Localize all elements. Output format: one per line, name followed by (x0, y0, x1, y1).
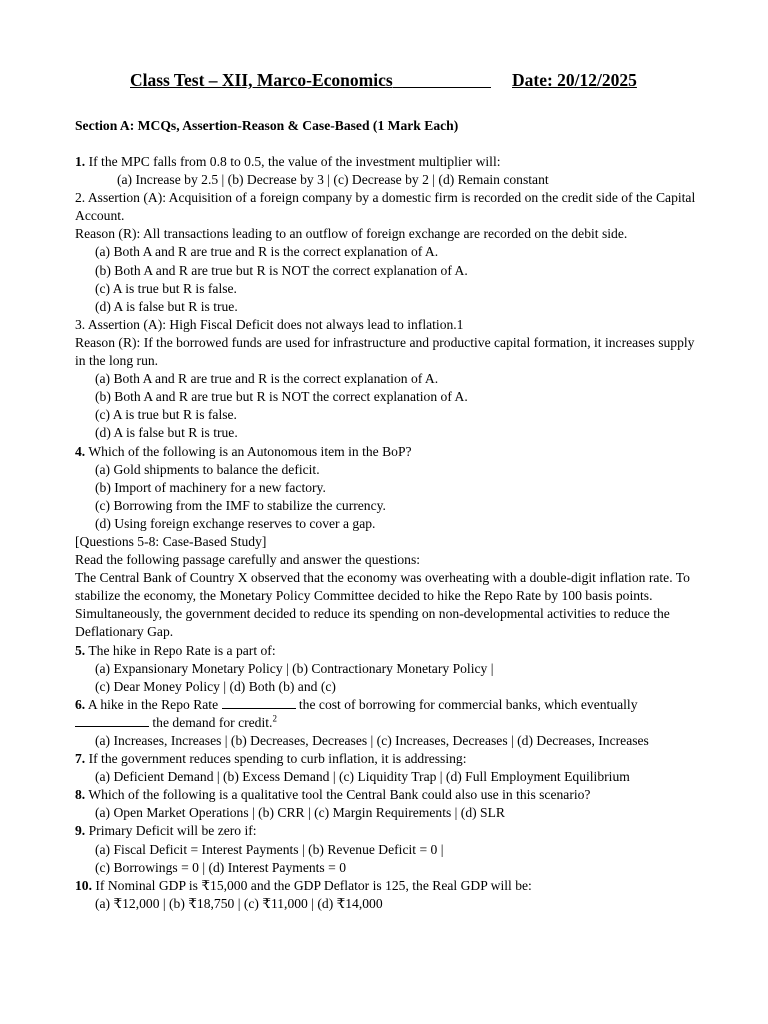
question-3-reason: Reason (R): If the borrowed funds are used for infrastructure and productive capital formation, it increases supply in the long run. (75, 334, 695, 369)
question-4-option-d: (d) Using foreign exchange reserves to cover a gap. (95, 515, 376, 531)
question-2-option-b: (b) Both A and R are true but R is NOT the correct explanation of A. (95, 262, 468, 278)
question-9-options-line-2: (c) Borrowings = 0 | (d) Interest Payments = 0 (95, 859, 346, 875)
title-underline-gap (393, 70, 491, 88)
question-8 (75, 786, 700, 804)
question-number: 6. (75, 696, 86, 712)
question-7 (75, 750, 700, 768)
case-study-instruction: Read the following passage carefully and answer the questions: (75, 552, 421, 568)
question-10 (75, 877, 700, 895)
test-date: Date: 20/12/2025 (512, 70, 637, 90)
section-a-title: Section A: MCQs, Assertion-Reason & Case-Based (1 Mark Each) (75, 118, 459, 133)
question-number: 10. (75, 877, 92, 893)
question-3-option-a: (a) Both A and R are true and R is the correct explanation of A. (95, 371, 439, 387)
question-4-option-b: (b) Import of machinery for a new factory. (95, 479, 326, 495)
fill-in-blank-1 (222, 696, 296, 709)
question-number: 9. (75, 823, 86, 839)
question-text: Primary Deficit will be zero if: (85, 823, 257, 839)
question-2-option-d: (d) A is false but R is true. (95, 298, 238, 314)
questions-body (75, 153, 700, 913)
question-text: Which of the following is an Autonomous item in the BoP? (85, 443, 412, 459)
question-2-reason: Reason (R): All transactions leading to an outflow of foreign exchange are recorded on the debit side. (75, 226, 628, 242)
test-title: Class Test – XII, Marco-Economics (130, 70, 491, 91)
question-5-options-line-2: (c) Dear Money Policy | (d) Both (b) and (c) (95, 678, 336, 694)
test-header (75, 70, 700, 94)
question-text: The hike in Repo Rate is a part of: (85, 642, 276, 658)
case-study-heading: [Questions 5-8: Case-Based Study] (75, 533, 267, 549)
question-4-option-c: (c) Borrowing from the IMF to stabilize the currency. (95, 497, 386, 513)
question-number: 4. (75, 443, 86, 459)
question-9 (75, 822, 700, 840)
question-6-options: (a) Increases, Increases | (b) Decreases, Decreases | (c) Increases, Decreases | (d) Decreases, Increases (95, 733, 649, 748)
question-1 (75, 153, 700, 171)
question-number: 1. (75, 154, 86, 169)
question-text: If Nominal GDP is ₹15,000 and the GDP Deflator is 125, the Real GDP will be: (92, 877, 532, 893)
question-number: 5. (75, 642, 86, 658)
question-7-options: (a) Deficient Demand | (b) Excess Demand | (c) Liquidity Trap | (d) Full Employment Equilibrium (95, 769, 630, 785)
question-2-assertion: 2. Assertion (A): Acquisition of a foreign company by a domestic firm is recorded on the credit side of the Capital Account. (75, 190, 696, 224)
question-6-continued (75, 714, 700, 732)
question-4 (75, 443, 700, 461)
question-text: Which of the following is a qualitative tool the Central Bank could also use in this scenario? (85, 787, 591, 803)
question-3-option-d: (d) A is false but R is true. (95, 425, 238, 441)
fill-in-blank-2 (75, 714, 149, 727)
footnote-marker: 2 (272, 713, 277, 724)
question-number: 8. (75, 787, 86, 803)
question-9-options-line-1: (a) Fiscal Deficit = Interest Payments | (b) Revenue Deficit = 0 | (95, 841, 444, 857)
question-5 (75, 642, 700, 660)
question-2-option-a: (a) Both A and R are true and R is the correct explanation of A. (95, 244, 439, 260)
question-5-options-line-1: (a) Expansionary Monetary Policy | (b) Contractionary Monetary Policy | (95, 660, 494, 676)
question-text: If the government reduces spending to curb inflation, it is addressing: (85, 751, 467, 767)
question-text-part-3: the demand for credit. (149, 714, 273, 730)
question-3-assertion: 3. Assertion (A): High Fiscal Deficit does not always lead to inflation.1 (75, 316, 464, 332)
question-2-option-c: (c) A is true but R is false. (95, 280, 237, 296)
question-text-part-1: A hike in the Repo Rate (85, 696, 222, 712)
question-text-part-2: the cost of borrowing for commercial banks, which eventually (295, 696, 638, 712)
question-3-option-c: (c) A is true but R is false. (95, 407, 237, 423)
question-10-options: (a) ₹12,000 | (b) ₹18,750 | (c) ₹11,000 | (d) ₹14,000 (95, 895, 383, 911)
question-6 (75, 696, 700, 714)
question-text: If the MPC falls from 0.8 to 0.5, the value of the investment multiplier will: (85, 154, 501, 169)
case-study-passage: The Central Bank of Country X observed that the economy was overheating with a double-digit inflation rate. To stabilize the economy, the Monetary Policy Committee decided to hike the Repo Rate by 100 basis points. Simultaneously, the government decided to reduce its spending on non-developmental activities to reduce the Deflationary Gap. (75, 570, 690, 640)
question-1-options: (a) Increase by 2.5 | (b) Decrease by 3 | (c) Decrease by 2 | (d) Remain constant (117, 172, 549, 188)
question-4-option-a: (a) Gold shipments to balance the deficit. (95, 461, 320, 477)
question-number: 7. (75, 751, 86, 767)
exam-page (75, 70, 700, 913)
question-8-options: (a) Open Market Operations | (b) CRR | (c) Margin Requirements | (d) SLR (95, 805, 505, 821)
question-3-option-b: (b) Both A and R are true but R is NOT the correct explanation of A. (95, 389, 468, 405)
